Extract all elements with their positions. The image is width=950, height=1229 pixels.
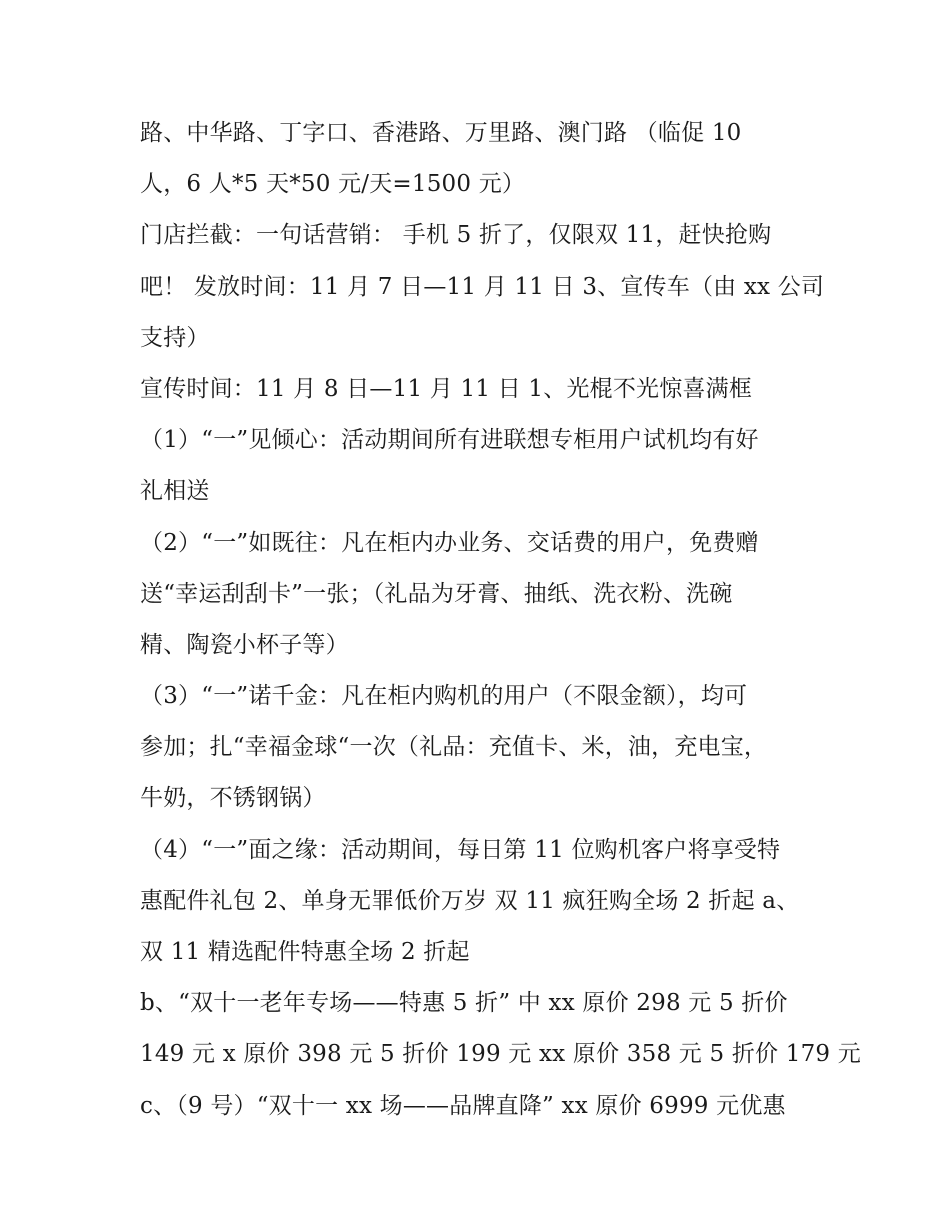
text-line: 门店拦截：一句话营销： 手机 5 折了，仅限双 11，赶快抢购: [140, 222, 772, 249]
text-line: 送“幸运刮刮卡”一张；（礼品为牙膏、抽纸、洗衣粉、洗碗: [140, 580, 733, 607]
text-line: 双 11 精选配件特惠全场 2 折起: [140, 939, 470, 965]
text-line: 参加；扎“幸福金球“一次（礼品：充值卡、米，油，充电宝，: [140, 734, 768, 761]
text-line: 惠配件礼包 2、单身无罪低价万岁 双 11 疯狂购全场 2 折起 a、: [140, 887, 800, 914]
text-line: 149 元 x 原价 398 元 5 折价 199 元 xx 原价 358 元 5 折价 179 元: [140, 1041, 861, 1068]
text-line: （1）“一”见倾心：活动期间所有进联想专柜用户试机均有好: [140, 427, 759, 454]
text-line: 支持）: [140, 324, 210, 351]
text-line: 礼相送: [140, 478, 210, 505]
text-line: （2）“一”如既往：凡在柜内办业务、交话费的用户，免费赠: [140, 529, 759, 556]
text-line: 人，6 人*5 天*50 元/天=1500 元）: [140, 171, 526, 198]
text-line: （4）“一”面之缘：活动期间，每日第 11 位购机客户将享受特: [140, 836, 781, 863]
text-line: 精、陶瓷小杯子等）: [140, 631, 349, 658]
text-line: b、“双十一老年专场——特惠 5 折” 中 xx 原价 298 元 5 折价: [140, 990, 788, 1017]
text-line: 宣传时间：11 月 8 日—11 月 11 日 1、光棍不光惊喜满框: [140, 375, 753, 402]
text-line: 路、中华路、丁字口、香港路、万里路、澳门路 （临促 10: [140, 120, 742, 146]
text-line: 吧！ 发放时间：11 月 7 日—11 月 11 日 3、宣传车（由 xx 公司: [140, 273, 825, 300]
text-line: （3）“一”诺千金：凡在柜内购机的用户（不限金额），均可: [140, 683, 748, 710]
text-line: c、（9 号）“双十一 xx 场——品牌直降” xx 原价 6999 元优惠: [140, 1092, 786, 1119]
text-line: 牛奶，不锈钢锅）: [140, 785, 326, 812]
body-text: [140, 108, 861, 1132]
